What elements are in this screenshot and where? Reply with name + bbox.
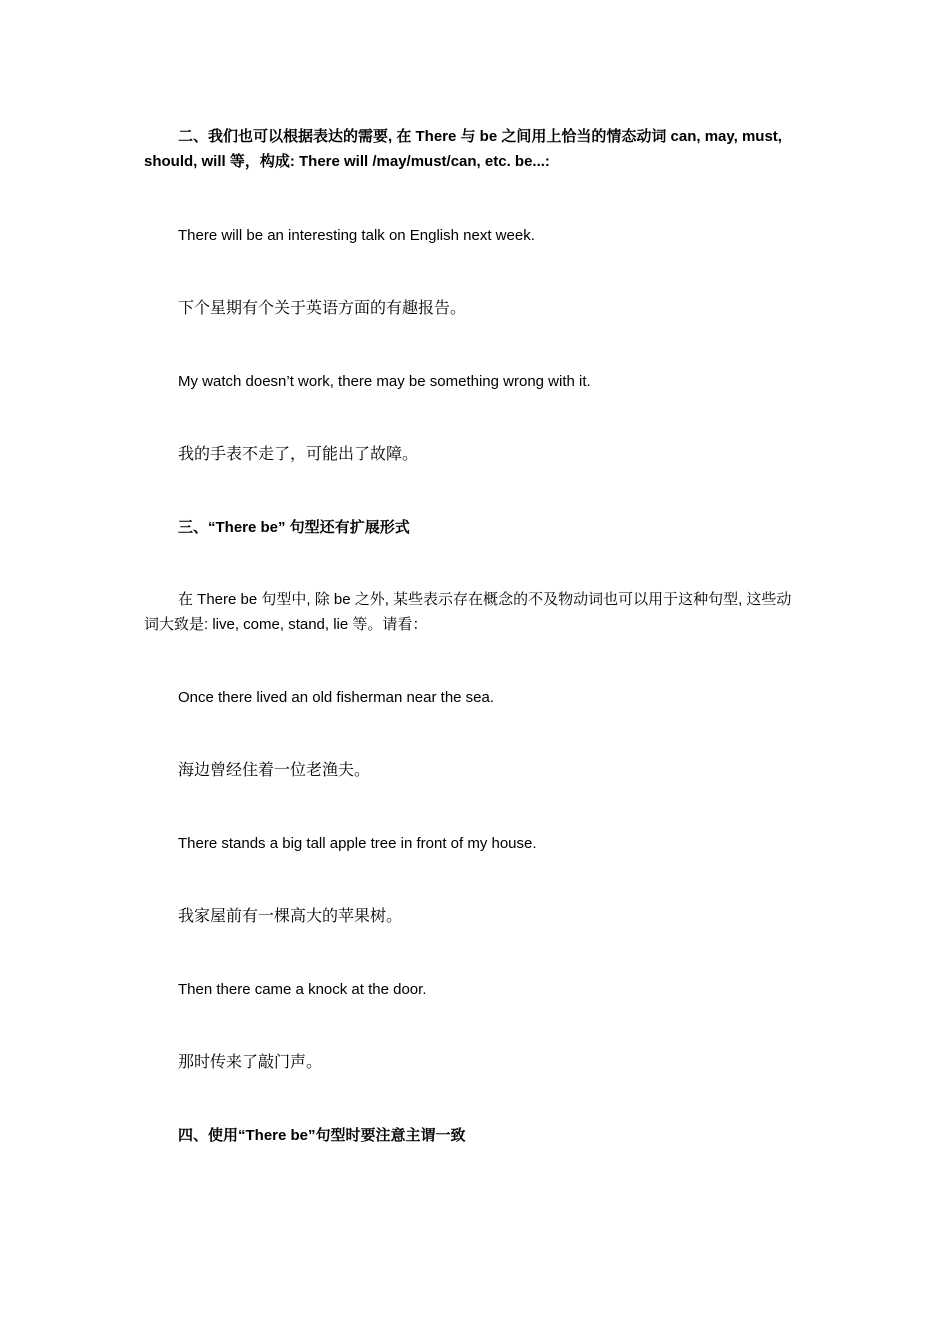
example-translation-chinese: 下个星期有个关于英语方面的有趣报告。 xyxy=(178,300,467,317)
example-translation-chinese: 海边曾经住着一位老渔夫。 xyxy=(178,762,371,779)
section-two-heading: 二、我们也可以根据表达的需要, 在 There 与 be 之间用上恰当的情态动词 can, may, must, should, will 等，构成: There will /may/must/can, etc. be...: xyxy=(144,128,782,170)
example-translation-chinese: 那时传来了敲门声。 xyxy=(178,1054,323,1071)
example-sentence-english: There stands a big tall apple tree in front of my house. xyxy=(178,835,537,852)
section-three-body: 在 There be 句型中, 除 be 之外, 某些表示存在概念的不及物动词也可以用于这种句型, 这些动词大致是: live, come, stand, lie 等。请看： xyxy=(144,591,792,633)
section-three-heading: 三、“There be” 句型还有扩展形式 xyxy=(178,519,410,536)
example-sentence-english: Then there came a knock at the door. xyxy=(178,981,427,998)
example-sentence-english: There will be an interesting talk on English next week. xyxy=(178,227,535,244)
example-sentence-english: My watch doesn’t work, there may be something wrong with it. xyxy=(178,373,591,390)
example-sentence-english: Once there lived an old fisherman near the sea. xyxy=(178,689,495,706)
example-translation-chinese: 我的手表不走了，可能出了故障。 xyxy=(178,446,419,463)
example-translation-chinese: 我家屋前有一棵高大的苹果树。 xyxy=(178,908,403,925)
section-four-heading: 四、使用“There be”句型时要注意主谓一致 xyxy=(178,1127,466,1144)
